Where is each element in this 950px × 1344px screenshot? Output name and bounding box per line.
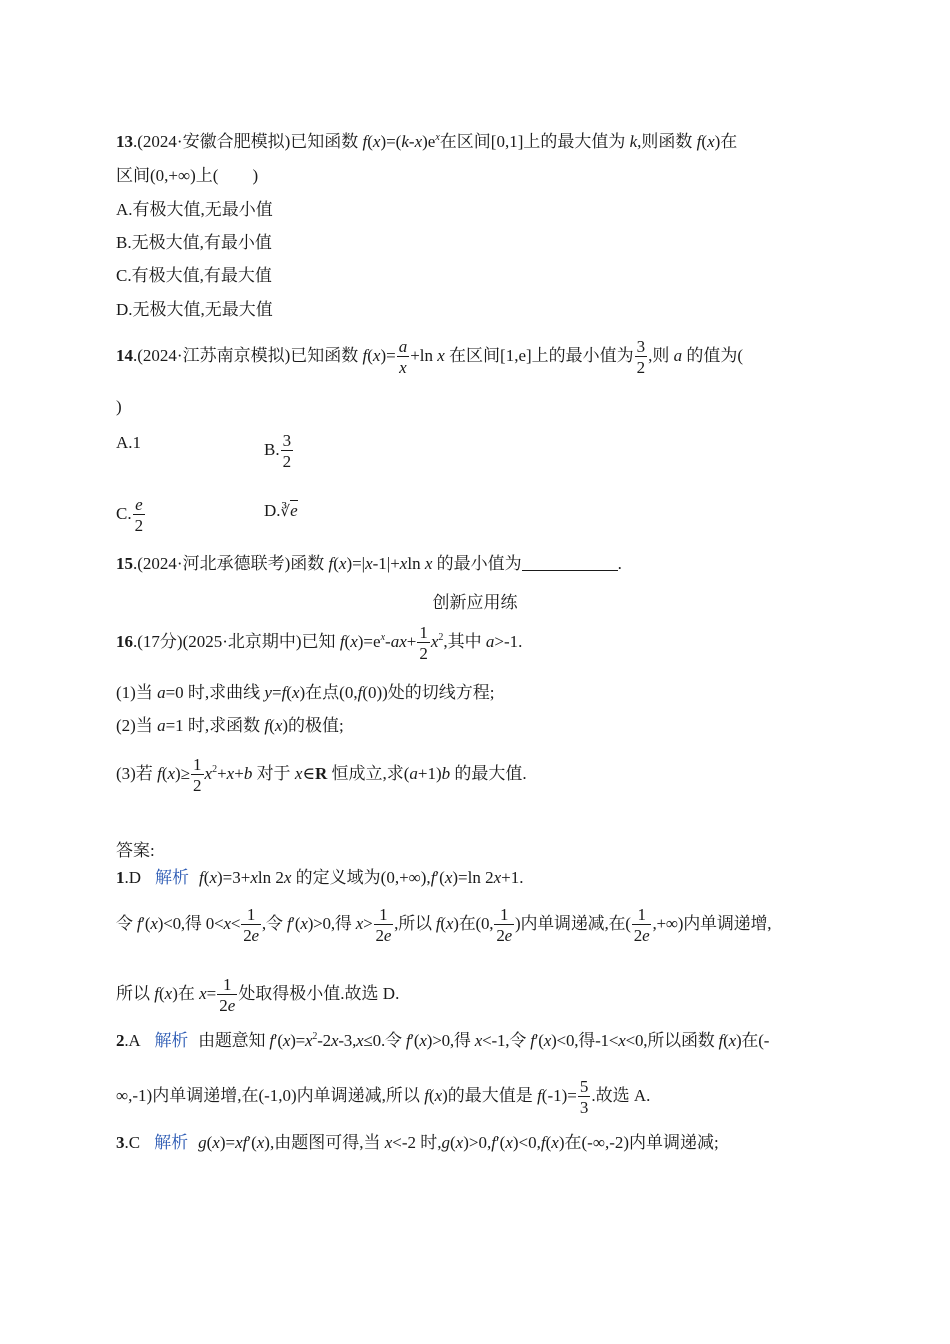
q13-stem-text: .(2024·安徽合肥模拟)已知函数 $f(x)=(k-x)e^x$在区间[0,1]上的最大值为 k,则函数 f(x)在: [133, 132, 738, 151]
q14-number: 14: [116, 345, 133, 365]
q13-stem-line2: 区间(0,+∞)上( ): [116, 166, 259, 185]
jiexi-label: 解析: [155, 868, 190, 887]
q16-stem: 16.(17分)(2025·北京期中)已知 $f(x)=e^x-ax+$ $\frac{1}{2}$ $x^2$,其中 a>-1.: [116, 623, 523, 663]
answer-1-line2: 令 f′(x)<0,得 0<x< $\frac{1}{2e}$ ,令 f′(x)>0,得 x> $\frac{1}{2e}$ ,所以 f(x)在(0, $\frac{1}{2e}$ )内单调递减,在( $\frac{1}{2e}$ ,+∞)内单调递增,: [116, 905, 772, 945]
answer-blank: [522, 553, 618, 571]
q16-part-1: (1)当 a=0 时,求曲线 y=f(x)在点(0,f(0))处的切线方程;: [116, 683, 495, 702]
fraction-three-halves: $\frac{3}{2}$: [636, 337, 646, 377]
q14-option-c: C. $\frac{e}{2}$: [116, 495, 144, 535]
q15-stem: 15.(2024·河北承德联考)函数 f(x)=|x-1|+xln x 的最小值为 .: [116, 554, 622, 573]
fraction-a-over-x: $\frac{a}{x}$: [398, 337, 408, 377]
q14-close-paren: ): [116, 397, 122, 416]
q16-part-3: (3)若 f(x)≥ $\frac{1}{2}$ $x^2+x+b$ 对于 x∈R 恒成立,求(a+1)b 的最大值.: [116, 755, 527, 795]
answer-3-line1: 3.C 解析 g(x)=xf′(x),由题图可得,当 x<-2 时,g(x)>0,f′(x)<0,f(x)在(-∞,-2)内单调递减;: [116, 1133, 719, 1152]
q14-option-b: B. $\frac{3}{2}$: [264, 431, 292, 471]
q14-option-a: A.1: [116, 433, 142, 452]
q13-number: 13: [116, 132, 133, 151]
answer-2-line2: ∞,-1)内单调递增,在(-1,0)内单调递减,所以 f(x)的最大值是 f(-1)= $\frac{5}{3}$ .故选 A.: [116, 1077, 651, 1117]
q13-option-c: C.有极大值,有最大值: [116, 266, 272, 285]
section-title: 创新应用练: [432, 593, 518, 613]
answer-1-line1: 1.D 解析 f(x)=3+xln 2x 的定义域为(0,+∞),f′(x)=ln 2x+1.: [116, 868, 524, 887]
q13-stem-line1: [116, 131, 737, 153]
q13-option-d: D.无极大值,无最大值: [116, 300, 273, 319]
answers-label: 答案:: [116, 841, 155, 860]
answer-2-line1: 2.A 解析 由题意知 $f'(x)=x^2-2x-3,x\le 0$.令 f′(x)>0,得 x<-1,令 f′(x)<0,得-1<x<0,所以函数 f(x)在(-: [116, 1031, 770, 1050]
q16-number: 16: [116, 631, 133, 651]
q14-stem: 14.(2024·江苏南京模拟)已知函数 f(x)= $\frac{a}{x}$ +ln x 在区间[1,e]上的最小值为 $\frac{3}{2}$ ,则 a 的值为(: [116, 337, 744, 377]
q16-part-2: (2)当 a=1 时,求函数 f(x)的极值;: [116, 716, 344, 735]
q14-option-d: D.∛e: [264, 501, 298, 520]
answer-1-line3: 所以 f(x)在 x= $\frac{1}{2e}$ 处取得极小值.故选 D.: [116, 975, 400, 1015]
q15-number: 15: [116, 554, 133, 573]
q13-option-b: B.无极大值,有最小值: [116, 233, 272, 252]
q13-option-a: A.有极大值,无最小值: [116, 200, 273, 219]
